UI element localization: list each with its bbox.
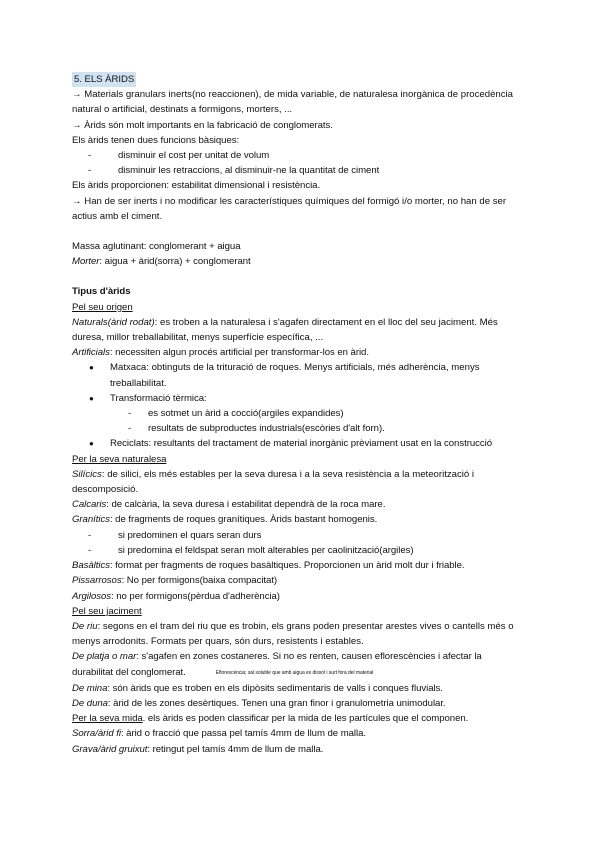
dash-marker: - bbox=[88, 150, 92, 162]
document-body bbox=[72, 72, 532, 757]
granitics-subitem: - si predomina el feldspat seran molt alterables per caolinització(argiles) bbox=[72, 543, 532, 558]
intro-functions-heading: Els àrids tenen dues funcions bàsiques: bbox=[72, 134, 240, 146]
eflorescencia-note: Eflorescència; sal soluble que amb aigua es dissol i surt fora del material bbox=[215, 669, 374, 676]
tipus-heading: Tipus d'àrids bbox=[72, 286, 131, 298]
naturals-item: Naturals(àrid rodat): es troben a la naturalesa i s'agafen directament en el lloc del seu jaciment. Més duresa, millor treballabilitat, menys superfície específica, ... bbox=[72, 316, 498, 344]
intro-importance: → Àrids són molt importants en la fabricació de conglomerats. bbox=[72, 119, 333, 131]
argilosos-item: Argilosos: no per formigons(pèrdua d'adherència) bbox=[72, 590, 280, 602]
matxaca-item: ● Matxaca: obtinguts de la trituració de roques. Menys artificials, més adherència, menys treballabilitat. bbox=[89, 362, 480, 389]
mida-heading: Per la seva mida bbox=[72, 713, 143, 725]
function-item: - disminuir el cost per unitat de volum bbox=[72, 148, 532, 163]
jaciment-heading: Pel seu jaciment bbox=[72, 605, 142, 617]
intro-inert-note: → Han de ser inerts i no modificar les característiques químiques del formigó i/o morter, no han de ser actius amb el ciment. bbox=[72, 195, 507, 222]
morter-definition: Morter: aigua + àrid(sorra) + conglomerant bbox=[72, 256, 251, 268]
origen-heading: Pel seu origen bbox=[72, 301, 133, 313]
function-item: - disminuir les retraccions, al disminuir-ne la quantitat de ciment bbox=[72, 163, 532, 178]
section-title: 5. ELS ÀRIDS bbox=[72, 72, 136, 87]
artificials-item: Artificials: necessiten algun procés artificial per transformar-los en àrid. bbox=[72, 347, 369, 359]
naturalesa-heading: Per la seva naturalesa bbox=[72, 453, 167, 465]
riu-item: De riu: segons en el tram del riu que es trobin, els grans poden presentar arestes vives o cantells més o menys arrodonits. Formats per quars, són durs, resistents i estables. bbox=[72, 620, 514, 648]
transformacio-subitem: - resultats de subproductes industrials(escòries d'alt forn). bbox=[72, 421, 532, 436]
transformacio-subitem: - es sotmet un àrid a cocció(argiles expandides) bbox=[72, 406, 532, 421]
silicis-item: Silícics: de silici, els més estables per la seva duresa i a la seva resistència a la meteorització i descomposició. bbox=[72, 468, 475, 496]
granitics-item: Granítics: de fragments de roques granítiques. Àrids bastant homogenis. bbox=[72, 514, 378, 526]
massa-aglutinant: Massa aglutinant: conglomerant + aigua bbox=[72, 241, 241, 253]
dash-marker: - bbox=[88, 544, 92, 556]
granitics-subitem: - si predominen el quars seran durs bbox=[72, 528, 532, 543]
bullet-marker: ● bbox=[89, 439, 94, 449]
platja-item: De platja o mar: s'agafen en zones costaneres. Si no es renten, causen eflorescències i afectar la bbox=[72, 651, 482, 663]
bullet-marker: ● bbox=[89, 363, 94, 373]
dash-marker: - bbox=[88, 529, 92, 541]
mida-heading-line: Per la seva mida. els àrids es poden classificar per la mida de les partícules que el componen. bbox=[72, 713, 469, 725]
calcaris-item: Calcaris: de calcària, la seva duresa i estabilitat dependrà de la roca mare. bbox=[72, 499, 386, 511]
transformacio-item: ● Transformació tèrmica: bbox=[72, 391, 532, 406]
dash-marker: - bbox=[88, 165, 92, 177]
bullet-marker: ● bbox=[89, 393, 94, 403]
intro-definition: → Materials granulars inerts(no reaccionen), de mida variable, de naturalesa inorgànica de procedència natural o artificial, destinats a formigons, morters, ... bbox=[72, 89, 514, 116]
intro-properties: Els àrids proporcionen: estabilitat dimensional i resistència. bbox=[72, 180, 321, 192]
grava-item: Grava/àrid gruixut: retingut pel tamís 4mm de llum de malla. bbox=[72, 743, 324, 755]
dash-marker: - bbox=[128, 408, 132, 420]
pissarrosos-item: Pissarrosos: No per formigons(baixa compacitat) bbox=[72, 575, 278, 587]
reciclats-item: ● Reciclats: resultants del tractament de material inorgànic prèviament usat en la construcció bbox=[72, 436, 532, 451]
duna-item: De duna: àrid de les zones desèrtiques. Tenen una gran finor i granulometria unimodular. bbox=[72, 697, 446, 709]
sorra-item: Sorra/àrid fi: àrid o fracció que passa pel tamís 4mm de llum de malla. bbox=[72, 728, 366, 740]
basaltics-item: Basàltics: format per fragments de roques basàltiques. Proporcionen un àrid molt dur i friable. bbox=[72, 560, 465, 572]
platja-item-cont: durabilitat del conglomerat. Eflorescència; sal soluble que amb aigua es dissol i surt fora del material bbox=[72, 666, 374, 678]
mina-item: De mina: són àrids que es troben en els dipòsits sedimentaris de valls i conques fluvials. bbox=[72, 682, 443, 694]
dash-marker: - bbox=[128, 423, 132, 435]
